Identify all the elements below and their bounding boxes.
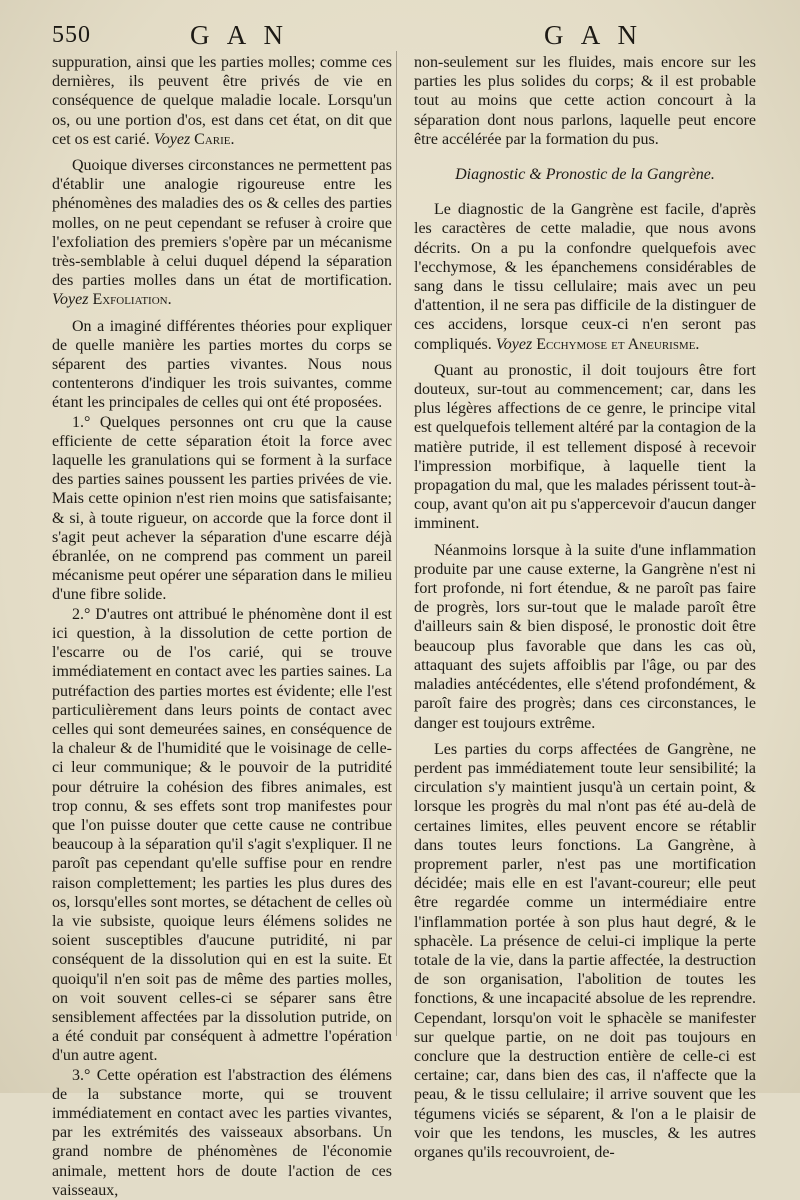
paragraph xyxy=(52,53,392,149)
cross-reference: Ecchymose et Aneurisme. xyxy=(536,335,700,353)
page-number: 550 xyxy=(52,22,91,48)
cross-reference: Carie. xyxy=(194,130,235,148)
paragraph-text: Quoique diverses circonstances ne permettent pas d'établir une analogie rigoureuse entre les phénomènes des maladies des os & celles des parties molles, on ne peut cependant se refuser à croire que l'exfoliation des premiers s'opère par un mécanisme très-semblable à celui duquel dépend la séparation des parties molles dans un état de mortification. xyxy=(52,157,392,290)
paragraph: 2.° D'autres ont attribué le phénomène dont il est ici question, à la dissolution de cette portion de l'escarre ou de l'os carié, qui se trouve immédiatement en contact avec les parties saines. La putréfaction des parties mortes est évidente; elle l'est particulièrement dans leurs points de contact avec celles qui sont demeurées saines, en conséquence de la chaleur & de l'humidité que le voisinage de celle-ci leur communique; & le pouvoir de la putridité pour détruire la cohésion des fibres animales, est trop connu, & ses effets sont trop manifestes pour que l'on puisse douter que cette cause ne contribue beaucoup à la séparation qu'il s'agit s'expliquer. Il ne paroît pas cependant qu'elle suffise pour en rendre raison complettement; les parties les plus dures des os, lorsqu'elles sont mortes, se détachent de celles où la vie subsiste, quoique leurs élémens solides ne soient susceptibles d'aucune putridité, ni par conséquent de la dissolution qui en est la suite. Et quoiqu'il n'en soit pas de même des parties molles, on voit souvent celles-ci se séparer sans être sensiblement affectées par la dissolution putride, on a été conduit par conséquent à admettre l'opération d'un autre agent. xyxy=(52,605,392,1065)
paragraph: On a imaginé différentes théories pour expliquer de quelle manière les parties mortes du corps se séparent des parties vivantes. Nous nous contenterons d'indiquer les trois suivantes, comme étant les principales de celles qui ont été proposées. xyxy=(52,317,392,412)
paragraph xyxy=(52,156,392,310)
paragraph-text: Le diagnostic de la Gangrène est facile, d'après les caractères de cette maladie, que nous avons décrits. On a pu la confondre quelquefois avec l'ecchymose, & les épanchemens considérables de sang dans le tissu cellulaire; mais avec un peu d'attention, il ne sera pas difficile de la distinguer de ces accidens, lorsque ceux-ci n'en seront pas compliqués. xyxy=(414,201,756,353)
paragraph-text: suppuration, ainsi que les parties molles; comme ces dernières, ils peuvent être privés de vie en conséquence de quelque maladie locale. Lorsqu'un os, ou une portion d'os, est dans cet état, on dit que cet os est carié. xyxy=(52,54,392,148)
see-also-label: Voyez xyxy=(52,291,89,309)
right-column xyxy=(414,53,756,1162)
paragraph: Néanmoins lorsque à la suite d'une inflammation produite par une cause externe, la Gangrène n'est ni fort profonde, ni fort étendue, & ne paroît pas faire de progrès, lors sur-tout que le malade paroît être d'ailleurs sain & bien disposé, le pronostic doit être beaucoup plus favorable que dans les cas où, attaquant des sujets affoiblis par l'âge, ou par des maladies antécédentes, elle s'étend profondément, & paroît faire des progrès; dans ces circonstances, le danger est toujours extrême. xyxy=(414,541,756,732)
see-also-label: Voyez xyxy=(495,335,533,353)
paragraph: 3.° Cette opération est l'abstraction des élémens de la substance morte, qui se trouvent immédiatement en contact avec les parties vivantes, par les extrémités des vaisseaux absorbans. Un grand nombre de phénomènes de l'économie animale, mettent hors de doute l'action de ces vaisseaux, xyxy=(52,1066,392,1199)
page-header xyxy=(0,18,800,52)
section-heading: Diagnostic & Pronostic de la Gangrène. xyxy=(455,166,715,184)
left-column xyxy=(52,53,392,1200)
see-also-label: Voyez xyxy=(153,130,191,148)
cross-reference: Exfoliation. xyxy=(92,291,172,309)
paragraph xyxy=(414,200,756,354)
paragraph: Les parties du corps affectées de Gangrène, ne perdent pas immédiatement toute leur sensibilité; la circulation s'y maintient jusqu'à un certain point, & lorsque les progrès du mal n'ont pas été au-delà de certaines limites, elles peuvent encore se rétablir dans toutes leurs fonctions. La Gangrène, à proprement parler, n'est pas une mortification décidée; mais elle en est l'avant-coureur; elle peut être regardée comme un intermédiaire entre l'inflammation portée à son plus haut degré, & le sphacèle. La présence de celui-ci implique la perte totale de la vie, dans la partie affectée, la destruction de son organisation, l'abolition de toutes les fonctions, & une incapacité absolue de les reprendre. Cependant, lorsqu'on voit le sphacèle se manifester sur quelque partie, on ne doit pas toujours en conclure que la destruction entière de celle-ci est certaine; car, dans bien des cas, il n'affecte que la peau, & le tissu cellulaire; il arrive souvent que les tégumens viciés se séparent, & l'on a le plaisir de voir que les tendons, les muscles, & les autres organes qu'ils recouvroient, de- xyxy=(414,740,756,1161)
paragraph: Quant au pronostic, il doit toujours être fort douteux, sur-tout au commencement; car, dans les plus légères affections de ce genre, le principe vital est quelquefois tellement altéré par la contagion de la matière putride, il est tellement disposé à recevoir l'impression morbifique, à laquelle tient la propagation du mal, que les malades périssent tout-à-coup, avant qu'on ait pu s'appercevoir d'aucun danger imminent. xyxy=(414,361,756,533)
running-head-left: G A N xyxy=(190,20,290,50)
running-head-right: G A N xyxy=(544,20,644,50)
paragraph: non-seulement sur les fluides, mais encore sur les parties les plus solides du corps; & il est probable tout au moins que cette action concourt à la séparation dont nous parlons, laquelle peut encore être accélérée par la formation du pus. xyxy=(414,54,756,148)
paragraph: 1.° Quelques personnes ont cru que la cause efficiente de cette séparation étoit la force avec laquelle les granulations qui se forment à la surface des parties saines poussent les parties privées de vie. Mais cette opinion n'est rien moins que satisfaisante; & si, à toute rigueur, on accorde que la force dont il s'agit peut achever la séparation d'une escarre déjà ébranlée, on ne comprend pas comment un pareil mécanisme peut opérer une séparation dans le milieu d'une fibre solide. xyxy=(52,413,392,604)
